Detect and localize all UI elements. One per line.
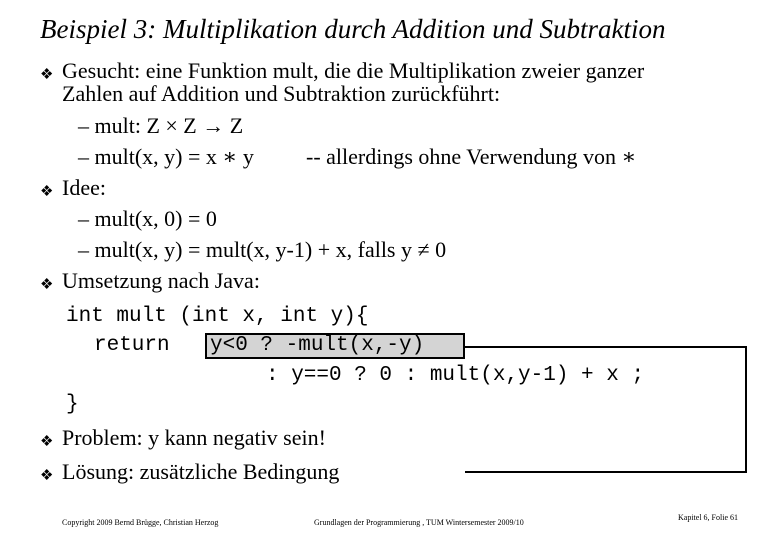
bullet-idee: Idee: bbox=[62, 175, 106, 200]
code-line-1: int mult (int x, int y){ bbox=[66, 305, 369, 328]
bullet-icon: ❖ bbox=[40, 277, 54, 293]
bullet-icon: ❖ bbox=[40, 434, 54, 450]
code-line-4: } bbox=[66, 393, 79, 416]
code-line-2-highlighted: y<0 ? -mult(x,-y) bbox=[210, 334, 425, 357]
bullet-problem: Problem: y kann negativ sein! bbox=[62, 425, 326, 450]
footer-slide-number: Kapitel 6, Folie 61 bbox=[678, 513, 738, 522]
bullet-gesucht-line2: Zahlen auf Addition und Subtraktion zurückführt: bbox=[62, 81, 501, 106]
slide-title: Beispiel 3: Multiplikation durch Addition und Subtraktion bbox=[40, 14, 666, 44]
bullet-gesucht-line1: Gesucht: eine Funktion mult, die die Multiplikation zweier ganzer bbox=[62, 58, 645, 83]
bullet-umsetzung: Umsetzung nach Java: bbox=[62, 268, 260, 293]
mult-note: -- allerdings ohne Verwendung von ∗ bbox=[306, 144, 637, 169]
idea-recursive-case: – mult(x, y) = mult(x, y-1) + x, falls y ≠ 0 bbox=[78, 237, 447, 262]
bullet-loesung: Lösung: zusätzliche Bedingung bbox=[62, 459, 340, 484]
idea-base-case: – mult(x, 0) = 0 bbox=[78, 206, 217, 231]
code-line-2-keyword: return bbox=[94, 334, 170, 357]
footer-course: Grundlagen der Programmierung , TUM Wintersemester 2009/10 bbox=[314, 518, 524, 527]
bullet-icon: ❖ bbox=[40, 67, 54, 83]
mult-equation: – mult(x, y) = x ∗ y bbox=[78, 144, 254, 169]
code-line-3: : y==0 ? 0 : mult(x,y-1) + x ; bbox=[266, 364, 645, 387]
bullet-icon: ❖ bbox=[40, 184, 54, 200]
mult-signature: – mult: Z × Z → Z bbox=[78, 113, 244, 138]
footer-copyright: Copyright 2009 Bernd Brügge, Christian Herzog bbox=[62, 518, 219, 527]
bullet-icon: ❖ bbox=[40, 468, 54, 484]
